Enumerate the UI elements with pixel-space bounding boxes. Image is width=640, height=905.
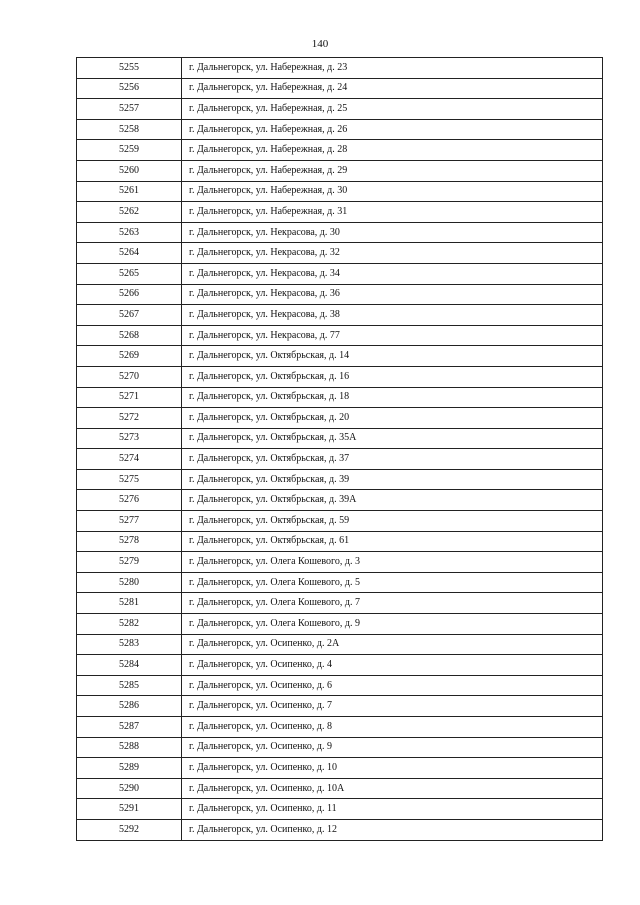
row-address: г. Дальнегорск, ул. Осипенко, д. 2А xyxy=(182,634,603,655)
row-number: 5273 xyxy=(77,428,182,449)
table-row xyxy=(77,202,603,223)
row-address: г. Дальнегорск, ул. Осипенко, д. 12 xyxy=(182,819,603,840)
row-address: г. Дальнегорск, ул. Олега Кошевого, д. 9 xyxy=(182,614,603,635)
row-number: 5271 xyxy=(77,387,182,408)
row-number: 5281 xyxy=(77,593,182,614)
row-number: 5260 xyxy=(77,160,182,181)
row-address: г. Дальнегорск, ул. Некрасова, д. 38 xyxy=(182,305,603,326)
row-number: 5287 xyxy=(77,717,182,738)
row-address: г. Дальнегорск, ул. Набережная, д. 23 xyxy=(182,58,603,79)
row-address: г. Дальнегорск, ул. Осипенко, д. 8 xyxy=(182,717,603,738)
row-number: 5266 xyxy=(77,284,182,305)
table-row xyxy=(77,325,603,346)
table-row xyxy=(77,366,603,387)
table-row xyxy=(77,119,603,140)
row-address: г. Дальнегорск, ул. Осипенко, д. 4 xyxy=(182,655,603,676)
row-number: 5279 xyxy=(77,552,182,573)
address-table xyxy=(76,57,603,841)
table-row xyxy=(77,469,603,490)
row-address: г. Дальнегорск, ул. Октябрьская, д. 39 xyxy=(182,469,603,490)
row-address: г. Дальнегорск, ул. Набережная, д. 25 xyxy=(182,99,603,120)
table-row xyxy=(77,140,603,161)
row-address: г. Дальнегорск, ул. Октябрьская, д. 18 xyxy=(182,387,603,408)
row-number: 5282 xyxy=(77,614,182,635)
table-row xyxy=(77,263,603,284)
table-row xyxy=(77,181,603,202)
table-row xyxy=(77,243,603,264)
table-row xyxy=(77,428,603,449)
table-row xyxy=(77,511,603,532)
table-row xyxy=(77,675,603,696)
row-number: 5292 xyxy=(77,819,182,840)
row-number: 5284 xyxy=(77,655,182,676)
table-row xyxy=(77,655,603,676)
row-address: г. Дальнегорск, ул. Олега Кошевого, д. 3 xyxy=(182,552,603,573)
row-number: 5259 xyxy=(77,140,182,161)
table-row xyxy=(77,408,603,429)
row-number: 5285 xyxy=(77,675,182,696)
row-number: 5262 xyxy=(77,202,182,223)
row-number: 5283 xyxy=(77,634,182,655)
address-table-body xyxy=(77,58,603,841)
table-row xyxy=(77,346,603,367)
row-address: г. Дальнегорск, ул. Октябрьская, д. 59 xyxy=(182,511,603,532)
row-number: 5290 xyxy=(77,778,182,799)
row-address: г. Дальнегорск, ул. Набережная, д. 26 xyxy=(182,119,603,140)
table-row xyxy=(77,737,603,758)
table-row xyxy=(77,222,603,243)
row-number: 5255 xyxy=(77,58,182,79)
table-row xyxy=(77,572,603,593)
row-number: 5278 xyxy=(77,531,182,552)
row-address: г. Дальнегорск, ул. Некрасова, д. 34 xyxy=(182,263,603,284)
table-row xyxy=(77,490,603,511)
row-address: г. Дальнегорск, ул. Октябрьская, д. 37 xyxy=(182,449,603,470)
table-row xyxy=(77,758,603,779)
row-address: г. Дальнегорск, ул. Октябрьская, д. 16 xyxy=(182,366,603,387)
table-row xyxy=(77,78,603,99)
row-address: г. Дальнегорск, ул. Некрасова, д. 30 xyxy=(182,222,603,243)
row-number: 5267 xyxy=(77,305,182,326)
row-address: г. Дальнегорск, ул. Некрасова, д. 32 xyxy=(182,243,603,264)
row-number: 5291 xyxy=(77,799,182,820)
row-address: г. Дальнегорск, ул. Набережная, д. 30 xyxy=(182,181,603,202)
row-number: 5272 xyxy=(77,408,182,429)
table-row xyxy=(77,284,603,305)
row-number: 5269 xyxy=(77,346,182,367)
table-row xyxy=(77,614,603,635)
table-row xyxy=(77,531,603,552)
row-address: г. Дальнегорск, ул. Олега Кошевого, д. 7 xyxy=(182,593,603,614)
row-number: 5256 xyxy=(77,78,182,99)
row-number: 5276 xyxy=(77,490,182,511)
row-number: 5277 xyxy=(77,511,182,532)
row-number: 5289 xyxy=(77,758,182,779)
row-address: г. Дальнегорск, ул. Октябрьская, д. 35А xyxy=(182,428,603,449)
row-number: 5288 xyxy=(77,737,182,758)
table-row xyxy=(77,305,603,326)
row-number: 5268 xyxy=(77,325,182,346)
table-row xyxy=(77,778,603,799)
row-address: г. Дальнегорск, ул. Осипенко, д. 10А xyxy=(182,778,603,799)
page-number: 140 xyxy=(311,38,329,50)
row-address: г. Дальнегорск, ул. Октябрьская, д. 20 xyxy=(182,408,603,429)
table-row xyxy=(77,593,603,614)
row-address: г. Дальнегорск, ул. Олега Кошевого, д. 5 xyxy=(182,572,603,593)
table-row xyxy=(77,696,603,717)
table-row xyxy=(77,819,603,840)
row-number: 5265 xyxy=(77,263,182,284)
row-address: г. Дальнегорск, ул. Осипенко, д. 10 xyxy=(182,758,603,779)
row-address: г. Дальнегорск, ул. Октябрьская, д. 61 xyxy=(182,531,603,552)
table-row xyxy=(77,717,603,738)
row-number: 5280 xyxy=(77,572,182,593)
row-address: г. Дальнегорск, ул. Набережная, д. 28 xyxy=(182,140,603,161)
table-row xyxy=(77,634,603,655)
row-address: г. Дальнегорск, ул. Набережная, д. 31 xyxy=(182,202,603,223)
table-row xyxy=(77,160,603,181)
row-number: 5264 xyxy=(77,243,182,264)
row-number: 5275 xyxy=(77,469,182,490)
table-row xyxy=(77,58,603,79)
row-address: г. Дальнегорск, ул. Осипенко, д. 11 xyxy=(182,799,603,820)
row-address: г. Дальнегорск, ул. Осипенко, д. 9 xyxy=(182,737,603,758)
row-number: 5258 xyxy=(77,119,182,140)
row-address: г. Дальнегорск, ул. Некрасова, д. 36 xyxy=(182,284,603,305)
row-number: 5270 xyxy=(77,366,182,387)
table-row xyxy=(77,552,603,573)
table-row xyxy=(77,387,603,408)
row-number: 5257 xyxy=(77,99,182,120)
row-address: г. Дальнегорск, ул. Октябрьская, д. 14 xyxy=(182,346,603,367)
row-address: г. Дальнегорск, ул. Набережная, д. 24 xyxy=(182,78,603,99)
row-number: 5261 xyxy=(77,181,182,202)
row-number: 5263 xyxy=(77,222,182,243)
row-address: г. Дальнегорск, ул. Набережная, д. 29 xyxy=(182,160,603,181)
row-number: 5274 xyxy=(77,449,182,470)
row-address: г. Дальнегорск, ул. Осипенко, д. 7 xyxy=(182,696,603,717)
table-row xyxy=(77,799,603,820)
table-row xyxy=(77,449,603,470)
row-address: г. Дальнегорск, ул. Октябрьская, д. 39А xyxy=(182,490,603,511)
row-address: г. Дальнегорск, ул. Некрасова, д. 77 xyxy=(182,325,603,346)
table-row xyxy=(77,99,603,120)
row-number: 5286 xyxy=(77,696,182,717)
row-address: г. Дальнегорск, ул. Осипенко, д. 6 xyxy=(182,675,603,696)
